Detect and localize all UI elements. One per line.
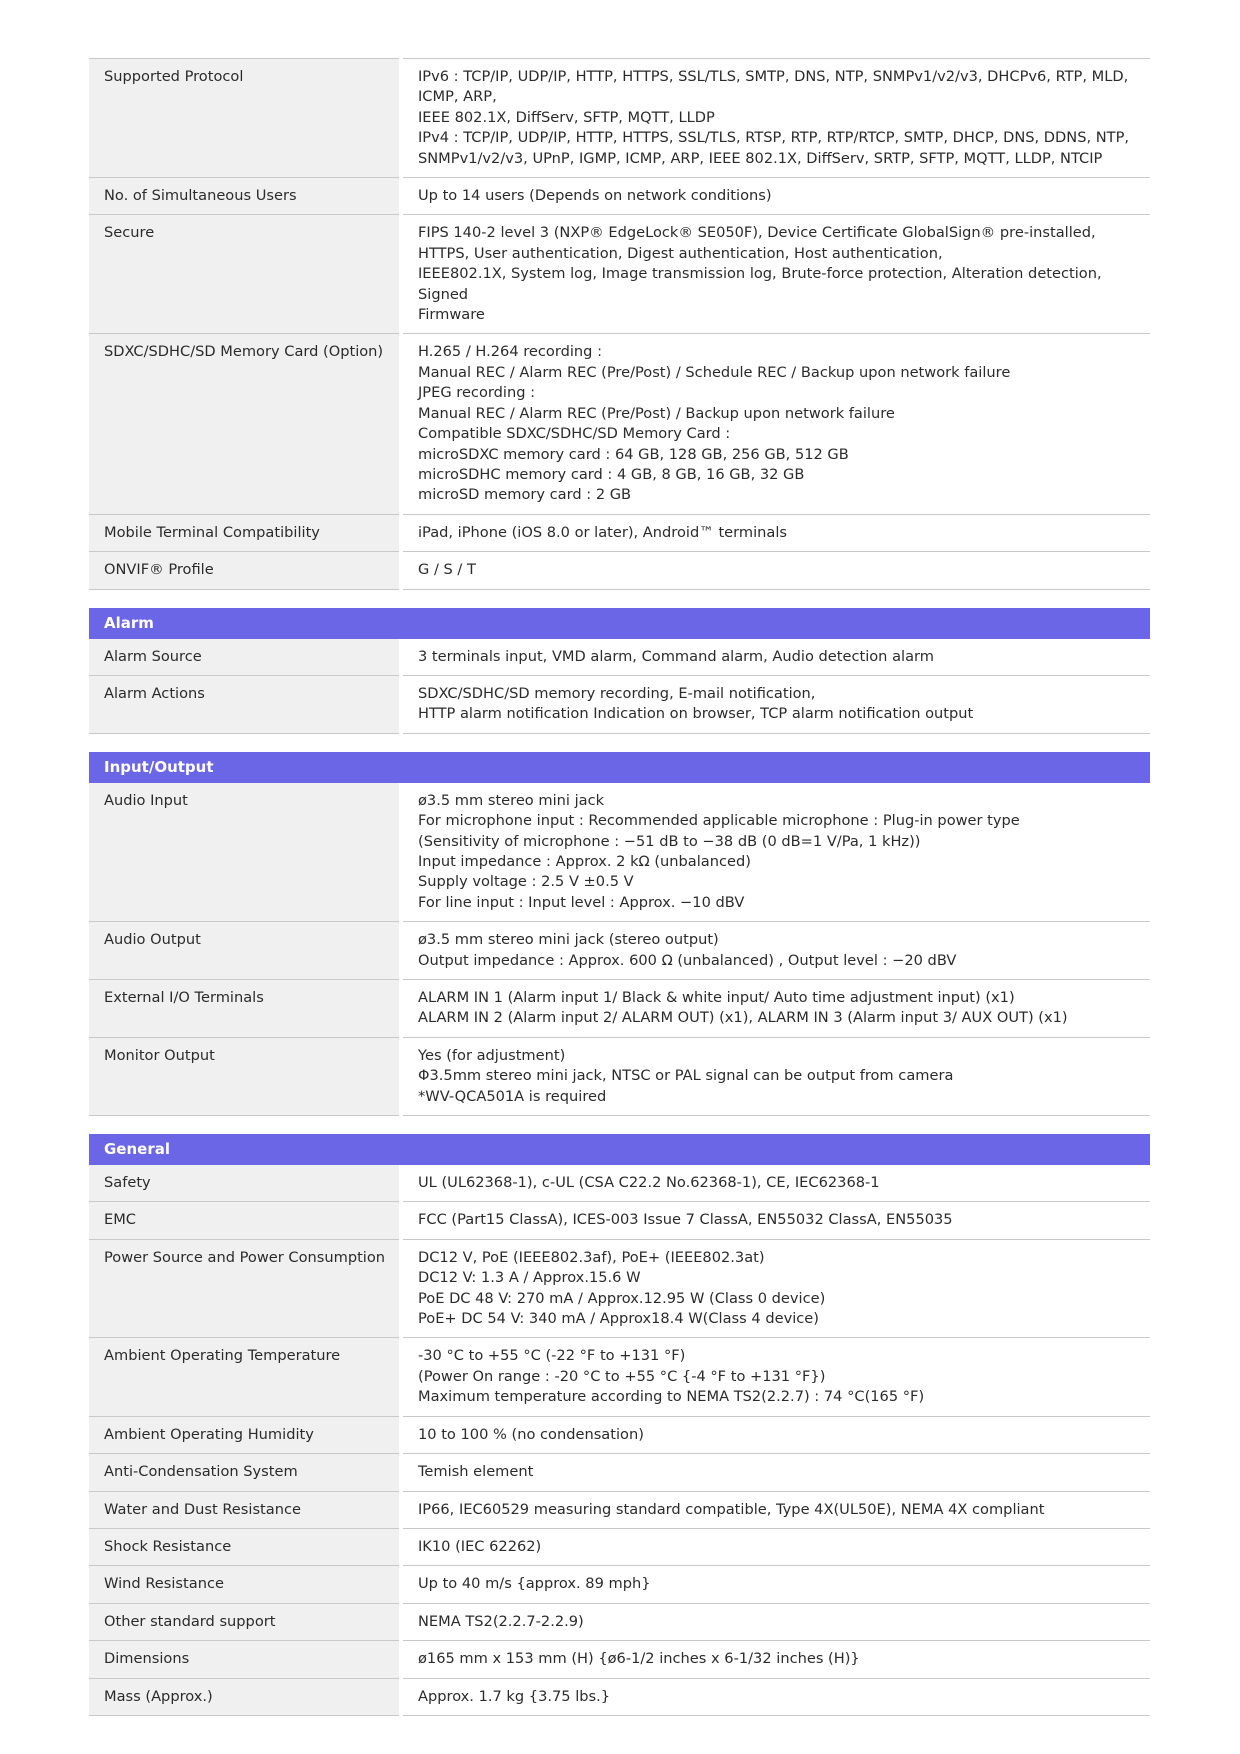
spec-label: Monitor Output [89, 1037, 401, 1115]
spec-value [401, 1239, 1150, 1338]
spec-row-ambient-operating-humidity [89, 1416, 1150, 1453]
spec-label: Anti-Condensation System [89, 1454, 401, 1491]
spec-value-line: UL (UL62368-1), c-UL (CSA C22.2 No.62368-1), CE, IEC62368-1 [418, 1174, 880, 1192]
spec-row-monitor-output [89, 1037, 1150, 1115]
section-header: Alarm [89, 608, 1150, 639]
spec-value-line: HTTPS, User authentication, Digest authentication, Host authentication, [418, 244, 943, 262]
spec-value-line: PoE DC 48 V: 270 mA / Approx.12.95 W (Class 0 device) [418, 1289, 826, 1307]
spec-value [401, 215, 1150, 334]
spec-value-line: Manual REC / Alarm REC (Pre/Post) / Backup upon network failure [418, 404, 895, 422]
section-header: General [89, 1134, 1150, 1165]
spec-row-audio-output [89, 922, 1150, 980]
spec-row-other-standard-support [89, 1603, 1150, 1640]
spec-row-audio-input [89, 783, 1150, 922]
spec-label: Shock Resistance [89, 1528, 401, 1565]
spec-row-onvif-profile [89, 552, 1150, 589]
network-spec-table [89, 58, 1150, 590]
spec-label: SDXC/SDHC/SD Memory Card (Option) [89, 334, 401, 514]
spec-value-line: ALARM IN 2 (Alarm input 2/ ALARM OUT) (x1), ALARM IN 3 (Alarm input 3/ AUX OUT) (x1) [418, 1009, 1068, 1027]
spec-value-line: microSDXC memory card : 64 GB, 128 GB, 256 GB, 512 GB [418, 445, 849, 463]
spec-value-line: Φ3.5mm stereo mini jack, NTSC or PAL signal can be output from camera [418, 1067, 954, 1085]
spec-value [401, 1454, 1150, 1491]
spec-value-line: DC12 V: 1.3 A / Approx.15.6 W [418, 1269, 641, 1287]
spec-value-line: For line input : Input level : Approx. −10 dBV [418, 893, 745, 911]
spec-value [401, 59, 1150, 178]
section-alarm [89, 608, 1150, 734]
spec-row-alarm-actions [89, 675, 1150, 733]
spec-value [401, 334, 1150, 514]
spec-value-line: IP66, IEC60529 measuring standard compatible, Type 4X(UL50E), NEMA 4X compliant [418, 1500, 1045, 1518]
spec-value-line: FCC (Part15 ClassA), ICES-003 Issue 7 ClassA, EN55032 ClassA, EN55035 [418, 1211, 953, 1229]
spec-value-line: IK10 (IEC 62262) [418, 1537, 542, 1555]
spec-value-line: Firmware [418, 306, 485, 324]
spec-label: Wind Resistance [89, 1566, 401, 1603]
spec-value [401, 1528, 1150, 1565]
spec-label: External I/O Terminals [89, 980, 401, 1038]
spec-row-power-source-and-power-consumption [89, 1239, 1150, 1338]
spec-value-line: ø3.5 mm stereo mini jack (stereo output) [418, 931, 719, 949]
spec-value [401, 783, 1150, 922]
spec-row-shock-resistance [89, 1528, 1150, 1565]
spec-label: Ambient Operating Temperature [89, 1338, 401, 1416]
spec-value-line: microSD memory card : 2 GB [418, 486, 632, 504]
section-input-output [89, 752, 1150, 1116]
spec-row-dimensions [89, 1641, 1150, 1678]
spec-label: Alarm Source [89, 639, 401, 676]
spec-value-line: IPv6 : TCP/IP, UDP/IP, HTTP, HTTPS, SSL/TLS, SMTP, DNS, NTP, SNMPv1/v2/v3, DHCPv6, RTP, MLD, ICMP, ARP, [418, 68, 1129, 106]
spec-label: Safety [89, 1165, 401, 1202]
spec-table [89, 1165, 1150, 1716]
spec-value-line: IEEE 802.1X, DiffServ, SFTP, MQTT, LLDP [418, 108, 715, 126]
spec-label: EMC [89, 1202, 401, 1239]
spec-value-line: Manual REC / Alarm REC (Pre/Post) / Schedule REC / Backup upon network failure [418, 363, 1011, 381]
spec-row-water-and-dust-resistance [89, 1491, 1150, 1528]
spec-row-no-of-simultaneous-users [89, 178, 1150, 215]
spec-value-line: Output impedance : Approx. 600 Ω (unbalanced) , Output level : −20 dBV [418, 951, 957, 969]
spec-value-line: G / S / T [418, 561, 476, 579]
spec-value [401, 1603, 1150, 1640]
spec-row-ambient-operating-temperature [89, 1338, 1150, 1416]
spec-value-line: ALARM IN 1 (Alarm input 1/ Black & white input/ Auto time adjustment input) (x1) [418, 989, 1015, 1006]
spec-value-line: PoE+ DC 54 V: 340 mA / Approx18.4 W(Class 4 device) [418, 1310, 819, 1328]
spec-value-line: (Sensitivity of microphone : −51 dB to −38 dB (0 dB=1 V/Pa, 1 kHz)) [418, 832, 921, 850]
spec-table [89, 639, 1150, 734]
spec-value [401, 1678, 1150, 1715]
spec-label: Power Source and Power Consumption [89, 1239, 401, 1338]
spec-row-anti-condensation-system [89, 1454, 1150, 1491]
section-header: Input/Output [89, 752, 1150, 783]
spec-value-line: HTTP alarm notification Indication on browser, TCP alarm notification output [418, 705, 974, 723]
spec-label: ONVIF® Profile [89, 552, 401, 589]
spec-label: Alarm Actions [89, 675, 401, 733]
spec-row-alarm-source [89, 639, 1150, 676]
spec-value [401, 552, 1150, 589]
spec-sheet [89, 58, 1150, 1716]
spec-value-line: ø165 mm x 153 mm (H) {ø6-1/2 inches x 6-1/32 inches (H)} [418, 1650, 860, 1668]
spec-value-line: microSDHC memory card : 4 GB, 8 GB, 16 GB, 32 GB [418, 465, 805, 483]
spec-value-line: *WV-QCA501A is required [418, 1087, 607, 1105]
spec-label: Audio Input [89, 783, 401, 922]
spec-value-line: SNMPv1/v2/v3, UPnP, IGMP, ICMP, ARP, IEEE 802.1X, DiffServ, SRTP, SFTP, MQTT, LLDP, NTCIP [418, 149, 1103, 167]
spec-value-line: Temish element [418, 1463, 534, 1481]
spec-label: No. of Simultaneous Users [89, 178, 401, 215]
spec-row-safety [89, 1165, 1150, 1202]
spec-label: Other standard support [89, 1603, 401, 1640]
spec-value [401, 922, 1150, 980]
spec-value-line: NEMA TS2(2.2.7-2.2.9) [418, 1612, 584, 1630]
spec-value-line: 10 to 100 % (no condensation) [418, 1425, 644, 1443]
spec-value [401, 980, 1150, 1038]
spec-value-line: Approx. 1.7 kg {3.75 lbs.} [418, 1687, 611, 1705]
spec-table [89, 783, 1150, 1116]
spec-value-line: Input impedance : Approx. 2 kΩ (unbalanced) [418, 852, 751, 870]
spec-value [401, 1037, 1150, 1115]
spec-value-line: SDXC/SDHC/SD memory recording, E-mail notification, [418, 684, 816, 702]
spec-label: Mass (Approx.) [89, 1678, 401, 1715]
spec-value-line: (Power On range : -20 °C to +55 °C {-4 °F to +131 °F}) [418, 1367, 826, 1385]
spec-value [401, 1566, 1150, 1603]
spec-value [401, 514, 1150, 551]
spec-value-line: Yes (for adjustment) [418, 1046, 566, 1064]
spec-row-secure [89, 215, 1150, 334]
spec-value-line: DC12 V, PoE (IEEE802.3af), PoE+ (IEEE802.3at) [418, 1248, 765, 1266]
spec-value-line: Compatible SDXC/SDHC/SD Memory Card : [418, 425, 731, 443]
spec-value-line: 3 terminals input, VMD alarm, Command alarm, Audio detection alarm [418, 647, 934, 665]
spec-value [401, 1416, 1150, 1453]
spec-value [401, 1491, 1150, 1528]
spec-value-line: ø3.5 mm stereo mini jack [418, 791, 605, 809]
spec-row-emc [89, 1202, 1150, 1239]
section-general [89, 1134, 1150, 1716]
spec-value [401, 1165, 1150, 1202]
spec-value [401, 639, 1150, 676]
spec-label: Audio Output [89, 922, 401, 980]
spec-label: Ambient Operating Humidity [89, 1416, 401, 1453]
spec-row-mass-approx [89, 1678, 1150, 1715]
spec-value-line: FIPS 140-2 level 3 (NXP® EdgeLock® SE050F), Device Certificate GlobalSign® pre-installed, [418, 224, 1096, 242]
spec-label: Water and Dust Resistance [89, 1491, 401, 1528]
spec-row-mobile-terminal-compatibility [89, 514, 1150, 551]
spec-value-line: Up to 14 users (Depends on network conditions) [418, 187, 772, 205]
spec-label: Supported Protocol [89, 59, 401, 178]
spec-row-wind-resistance [89, 1566, 1150, 1603]
spec-value [401, 1641, 1150, 1678]
spec-row-supported-protocol [89, 59, 1150, 178]
spec-value-line: IEEE802.1X, System log, Image transmission log, Brute-force protection, Alteration detection, Signed [418, 265, 1102, 303]
spec-value-line: JPEG recording : [418, 384, 536, 402]
spec-value-line: For microphone input : Recommended applicable microphone : Plug-in power type [418, 812, 1020, 830]
spec-value-line: -30 °C to +55 °C (-22 °F to +131 °F) [418, 1347, 686, 1365]
spec-value-line: H.265 / H.264 recording : [418, 343, 602, 361]
spec-row-external-i-o-terminals [89, 980, 1150, 1038]
spec-value [401, 675, 1150, 733]
spec-value-line: Supply voltage : 2.5 V ±0.5 V [418, 873, 634, 891]
spec-label: Mobile Terminal Compatibility [89, 514, 401, 551]
spec-value-line: Up to 40 m/s {approx. 89 mph} [418, 1575, 651, 1593]
spec-row-sdxc-sdhc-sd-memory-card-option [89, 334, 1150, 514]
spec-value-line: IPv4 : TCP/IP, UDP/IP, HTTP, HTTPS, SSL/TLS, RTSP, RTP, RTP/RTCP, SMTP, DHCP, DNS, DDNS, NTP, [418, 129, 1130, 147]
spec-label: Dimensions [89, 1641, 401, 1678]
spec-value [401, 178, 1150, 215]
spec-label: Secure [89, 215, 401, 334]
spec-value-line: Maximum temperature according to NEMA TS2(2.2.7) : 74 °C(165 °F) [418, 1388, 925, 1406]
spec-value-line: iPad, iPhone (iOS 8.0 or later), Android™ terminals [418, 523, 788, 541]
spec-value [401, 1202, 1150, 1239]
spec-value [401, 1338, 1150, 1416]
